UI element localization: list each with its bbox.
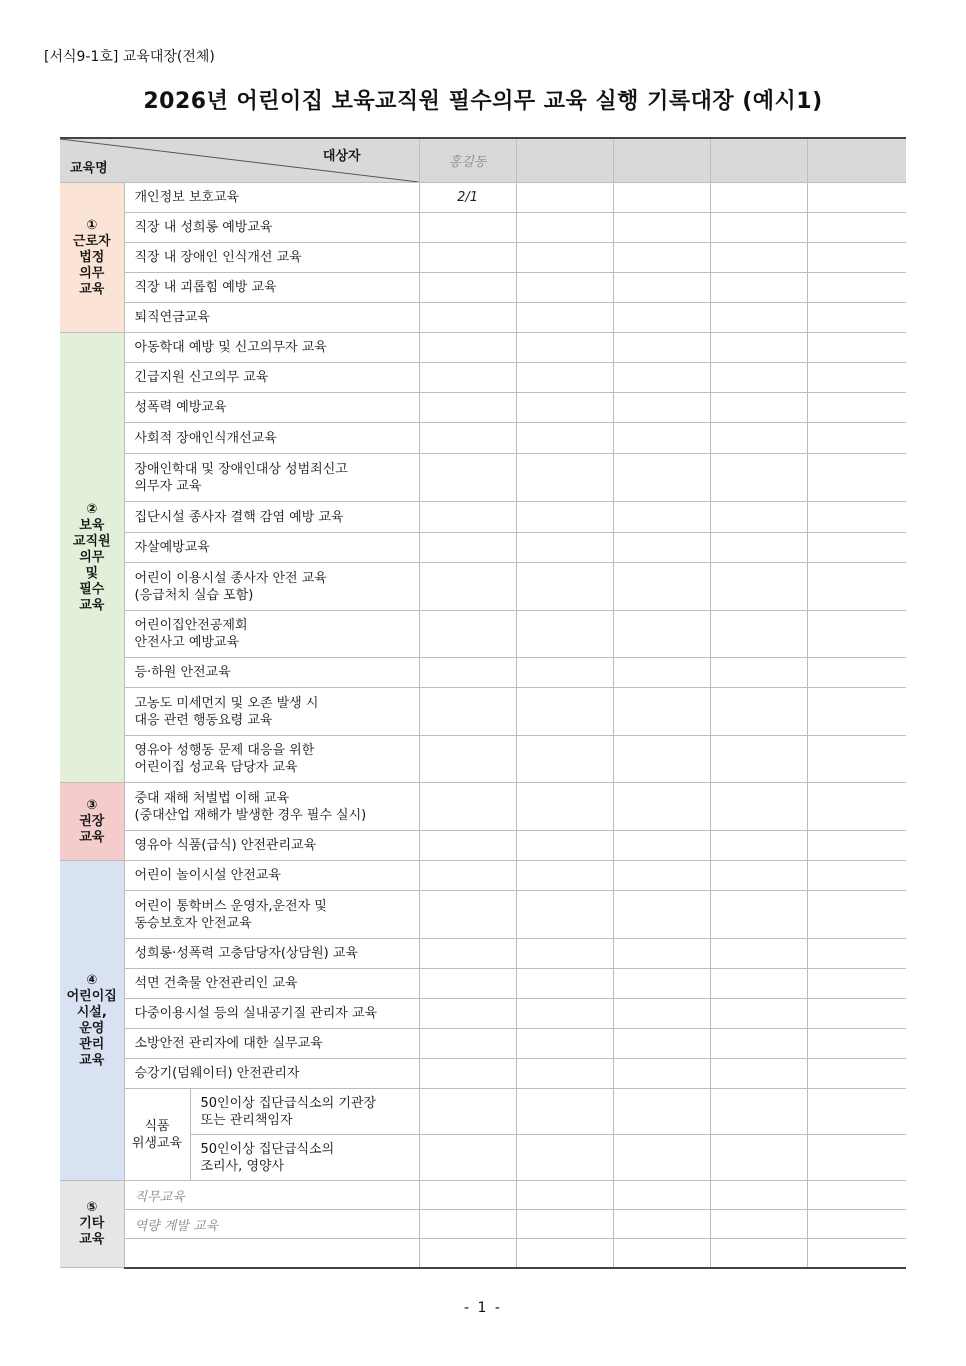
record-cell[interactable] bbox=[516, 891, 613, 939]
category-cell bbox=[60, 183, 124, 333]
record-cell[interactable] bbox=[807, 333, 906, 363]
record-cell[interactable] bbox=[419, 969, 516, 999]
table-row bbox=[60, 783, 906, 831]
record-cell[interactable] bbox=[807, 303, 906, 333]
table-row bbox=[60, 213, 906, 243]
record-cell[interactable] bbox=[516, 502, 613, 533]
record-cell[interactable] bbox=[419, 1239, 516, 1268]
record-cell[interactable] bbox=[807, 611, 906, 658]
record-cell[interactable] bbox=[710, 1089, 807, 1135]
record-cell[interactable] bbox=[807, 783, 906, 831]
record-cell[interactable]: 2/1 bbox=[419, 183, 516, 213]
record-cell[interactable] bbox=[613, 969, 710, 999]
record-cell[interactable] bbox=[807, 688, 906, 736]
other-education-item[interactable] bbox=[124, 1239, 419, 1268]
record-cell[interactable] bbox=[516, 1089, 613, 1135]
record-cell[interactable] bbox=[516, 1239, 613, 1268]
category-cell bbox=[60, 783, 124, 861]
table-row bbox=[60, 831, 906, 861]
table-row bbox=[60, 1059, 906, 1089]
record-cell[interactable] bbox=[419, 611, 516, 658]
record-cell[interactable] bbox=[419, 303, 516, 333]
record-cell[interactable] bbox=[807, 1029, 906, 1059]
record-cell[interactable] bbox=[419, 213, 516, 243]
education-item: 어린이 놀이시설 안전교육 bbox=[124, 861, 419, 891]
education-item: 등·하원 안전교육 bbox=[124, 658, 419, 688]
table-row bbox=[60, 1089, 906, 1135]
record-cell[interactable] bbox=[516, 999, 613, 1029]
category-label: 어린이집 bbox=[66, 988, 117, 1004]
record-cell[interactable] bbox=[516, 333, 613, 363]
record-cell[interactable] bbox=[807, 363, 906, 393]
record-cell[interactable] bbox=[613, 243, 710, 273]
record-cell[interactable] bbox=[710, 1029, 807, 1059]
education-item: 영유아 성행동 문제 대응을 위한 어린이집 성교육 담당자 교육 bbox=[124, 736, 419, 783]
record-cell[interactable] bbox=[613, 303, 710, 333]
record-cell[interactable] bbox=[419, 454, 516, 502]
record-cell[interactable] bbox=[516, 1059, 613, 1089]
record-cell[interactable] bbox=[710, 502, 807, 533]
table-row bbox=[60, 658, 906, 688]
record-cell[interactable] bbox=[710, 363, 807, 393]
record-cell[interactable] bbox=[807, 454, 906, 502]
record-cell[interactable] bbox=[419, 563, 516, 611]
record-cell[interactable] bbox=[807, 658, 906, 688]
table-row bbox=[60, 1029, 906, 1059]
record-cell[interactable] bbox=[710, 783, 807, 831]
record-cell[interactable] bbox=[516, 783, 613, 831]
record-cell[interactable] bbox=[613, 454, 710, 502]
record-cell[interactable] bbox=[419, 891, 516, 939]
table-row bbox=[60, 393, 906, 423]
record-cell[interactable] bbox=[710, 1059, 807, 1089]
record-cell[interactable] bbox=[710, 891, 807, 939]
record-cell[interactable] bbox=[419, 939, 516, 969]
record-cell[interactable] bbox=[710, 243, 807, 273]
category-label: 시설, bbox=[76, 1004, 107, 1020]
record-cell[interactable] bbox=[807, 273, 906, 303]
record-cell[interactable] bbox=[516, 831, 613, 861]
table-row bbox=[60, 303, 906, 333]
category-label: ④ bbox=[86, 972, 98, 988]
record-cell[interactable] bbox=[516, 1029, 613, 1059]
education-item: 직장 내 괴롭힘 예방 교육 bbox=[124, 273, 419, 303]
table-row bbox=[60, 688, 906, 736]
other-education-item[interactable]: 역량 계발 교육 bbox=[124, 1210, 419, 1239]
table-row bbox=[60, 939, 906, 969]
record-cell[interactable] bbox=[710, 563, 807, 611]
record-cell[interactable] bbox=[613, 1029, 710, 1059]
diagonal-header-cell bbox=[60, 138, 419, 183]
table-row bbox=[60, 273, 906, 303]
record-cell[interactable] bbox=[710, 1181, 807, 1210]
record-cell[interactable] bbox=[613, 533, 710, 563]
record-cell[interactable] bbox=[516, 861, 613, 891]
record-cell[interactable] bbox=[613, 1059, 710, 1089]
category-label: ⑤ bbox=[86, 1200, 98, 1215]
record-cell[interactable] bbox=[710, 1210, 807, 1239]
education-item: 소방안전 관리자에 대한 실무교육 bbox=[124, 1029, 419, 1059]
category-label: 교직원 bbox=[72, 533, 111, 549]
category-label: 및 bbox=[85, 565, 99, 581]
record-cell[interactable] bbox=[613, 1239, 710, 1268]
table-row bbox=[60, 454, 906, 502]
education-item: 승강기(덤웨이터) 안전관리자 bbox=[124, 1059, 419, 1089]
education-item: 어린이집안전공제회 안전사고 예방교육 bbox=[124, 611, 419, 658]
food-hygiene-item: 50인이상 집단급식소의 조리사, 영양사 bbox=[190, 1135, 419, 1181]
record-cell[interactable] bbox=[419, 1059, 516, 1089]
record-cell[interactable] bbox=[419, 1135, 516, 1181]
record-cell[interactable] bbox=[516, 1210, 613, 1239]
record-cell[interactable] bbox=[419, 363, 516, 393]
table-row bbox=[60, 861, 906, 891]
blank-column-header[interactable] bbox=[807, 138, 906, 183]
record-cell[interactable] bbox=[516, 533, 613, 563]
record-cell[interactable] bbox=[710, 611, 807, 658]
category-label: ③ bbox=[86, 797, 98, 813]
record-cell[interactable] bbox=[613, 939, 710, 969]
record-cell[interactable] bbox=[516, 454, 613, 502]
record-cell[interactable] bbox=[807, 533, 906, 563]
category-cell bbox=[60, 861, 124, 1181]
record-cell[interactable] bbox=[613, 502, 710, 533]
record-cell[interactable] bbox=[516, 303, 613, 333]
table-row bbox=[60, 533, 906, 563]
education-item: 어린이 통학버스 운영자,운전자 및 동승보호자 안전교육 bbox=[124, 891, 419, 939]
education-item: 어린이 이용시설 종사자 안전 교육 (응급처치 실습 포함) bbox=[124, 563, 419, 611]
record-cell[interactable] bbox=[419, 1089, 516, 1135]
record-cell[interactable] bbox=[807, 1059, 906, 1089]
record-cell[interactable] bbox=[419, 1181, 516, 1210]
record-cell[interactable] bbox=[710, 658, 807, 688]
category-label: 교육 bbox=[79, 1052, 105, 1068]
education-item: 성희롱·성폭력 고충담당자(상담원) 교육 bbox=[124, 939, 419, 969]
blank-column-header[interactable] bbox=[710, 138, 807, 183]
category-label: 교육 bbox=[79, 597, 105, 613]
form-label: [서식9-1호] 교육대장(전체) bbox=[44, 49, 215, 65]
record-cell[interactable] bbox=[613, 333, 710, 363]
table-row bbox=[60, 736, 906, 783]
record-cell[interactable] bbox=[419, 688, 516, 736]
table-row bbox=[60, 611, 906, 658]
record-cell[interactable] bbox=[613, 688, 710, 736]
record-cell[interactable] bbox=[419, 423, 516, 454]
record-cell[interactable] bbox=[516, 969, 613, 999]
category-label: 기타 bbox=[79, 1216, 105, 1231]
record-cell[interactable] bbox=[710, 533, 807, 563]
record-cell[interactable] bbox=[516, 1181, 613, 1210]
education-item: 영유아 식품(급식) 안전관리교육 bbox=[124, 831, 419, 861]
record-cell[interactable] bbox=[419, 1029, 516, 1059]
record-cell[interactable] bbox=[613, 1089, 710, 1135]
record-cell[interactable] bbox=[807, 831, 906, 861]
person-column-header[interactable]: 홍길동 bbox=[419, 138, 516, 183]
record-cell[interactable] bbox=[807, 999, 906, 1029]
record-cell[interactable] bbox=[419, 502, 516, 533]
record-cell[interactable] bbox=[516, 688, 613, 736]
header-education-name-label: 교육명 bbox=[70, 161, 108, 176]
record-cell[interactable] bbox=[710, 213, 807, 243]
education-item: 아동학대 예방 및 신고의무자 교육 bbox=[124, 333, 419, 363]
record-cell[interactable] bbox=[807, 213, 906, 243]
record-cell[interactable] bbox=[516, 423, 613, 454]
record-cell[interactable] bbox=[613, 563, 710, 611]
record-cell[interactable] bbox=[613, 999, 710, 1029]
record-cell[interactable] bbox=[516, 273, 613, 303]
record-cell[interactable] bbox=[807, 183, 906, 213]
table-row bbox=[60, 1181, 906, 1210]
record-cell[interactable] bbox=[419, 273, 516, 303]
record-cell[interactable] bbox=[807, 423, 906, 454]
record-cell[interactable] bbox=[516, 736, 613, 783]
category-label: 권장 bbox=[79, 813, 105, 829]
record-cell[interactable] bbox=[710, 831, 807, 861]
record-cell[interactable] bbox=[613, 1135, 710, 1181]
record-cell[interactable] bbox=[419, 783, 516, 831]
education-item: 자살예방교육 bbox=[124, 533, 419, 563]
page-number: - 1 - bbox=[464, 1300, 502, 1316]
record-cell[interactable] bbox=[710, 688, 807, 736]
table-row bbox=[60, 563, 906, 611]
record-cell[interactable] bbox=[710, 393, 807, 423]
category-label: 근로자 bbox=[72, 233, 111, 249]
record-cell[interactable] bbox=[419, 533, 516, 563]
record-cell[interactable] bbox=[419, 736, 516, 783]
table-row bbox=[60, 423, 906, 454]
record-cell[interactable] bbox=[710, 1239, 807, 1268]
record-cell[interactable] bbox=[807, 861, 906, 891]
table-row bbox=[60, 243, 906, 273]
record-cell[interactable] bbox=[807, 1135, 906, 1181]
table-row bbox=[60, 183, 906, 213]
record-cell[interactable] bbox=[710, 861, 807, 891]
record-cell[interactable] bbox=[419, 999, 516, 1029]
record-cell[interactable] bbox=[516, 1135, 613, 1181]
record-cell[interactable] bbox=[613, 393, 710, 423]
education-item: 개인정보 보호교육 bbox=[124, 183, 419, 213]
table-row bbox=[60, 999, 906, 1029]
record-cell[interactable] bbox=[516, 363, 613, 393]
education-item: 성폭력 예방교육 bbox=[124, 393, 419, 423]
other-education-item[interactable]: 직무교육 bbox=[124, 1181, 419, 1210]
food-hygiene-item: 50인이상 집단급식소의 기관장 또는 관리책임자 bbox=[190, 1089, 419, 1135]
record-cell[interactable] bbox=[613, 891, 710, 939]
record-cell[interactable] bbox=[710, 969, 807, 999]
record-cell[interactable] bbox=[710, 1135, 807, 1181]
record-cell[interactable] bbox=[419, 658, 516, 688]
blank-column-header[interactable] bbox=[516, 138, 613, 183]
category-cell bbox=[60, 1181, 124, 1268]
record-cell[interactable] bbox=[613, 1210, 710, 1239]
record-cell[interactable] bbox=[613, 783, 710, 831]
record-cell[interactable] bbox=[419, 1210, 516, 1239]
category-label: 법정 bbox=[79, 249, 105, 265]
category-label: 필수 bbox=[79, 581, 105, 597]
education-item: 집단시설 종사자 결핵 감염 예방 교육 bbox=[124, 502, 419, 533]
record-cell[interactable] bbox=[613, 273, 710, 303]
record-cell[interactable] bbox=[710, 939, 807, 969]
table-row bbox=[60, 502, 906, 533]
record-cell[interactable] bbox=[807, 1239, 906, 1268]
education-item: 장애인학대 및 장애인대상 성범죄신고 의무자 교육 bbox=[124, 454, 419, 502]
header-target-label: 대상자 bbox=[322, 149, 361, 164]
record-cell[interactable] bbox=[419, 243, 516, 273]
education-ledger-table bbox=[60, 137, 906, 1269]
record-cell[interactable] bbox=[807, 939, 906, 969]
food-hygiene-label: 식품 위생교육 bbox=[124, 1089, 190, 1181]
table-row bbox=[60, 333, 906, 363]
record-cell[interactable] bbox=[807, 736, 906, 783]
diagonal-line bbox=[60, 139, 419, 182]
table-row bbox=[60, 1239, 906, 1268]
category-label: 보육 bbox=[79, 517, 105, 533]
education-item: 직장 내 장애인 인식개선 교육 bbox=[124, 243, 419, 273]
record-cell[interactable] bbox=[807, 502, 906, 533]
table-row bbox=[60, 363, 906, 393]
education-item: 다중이용시설 등의 실내공기질 관리자 교육 bbox=[124, 999, 419, 1029]
record-cell[interactable] bbox=[807, 1181, 906, 1210]
table-row bbox=[60, 1210, 906, 1239]
record-cell[interactable] bbox=[613, 1181, 710, 1210]
record-cell[interactable] bbox=[516, 213, 613, 243]
record-cell[interactable] bbox=[419, 333, 516, 363]
record-cell[interactable] bbox=[613, 363, 710, 393]
record-cell[interactable] bbox=[613, 183, 710, 213]
education-item: 직장 내 성희롱 예방교육 bbox=[124, 213, 419, 243]
category-label: ① bbox=[86, 217, 98, 233]
document-title: 2026년 어린이집 보육교직원 필수의무 교육 실행 기록대장 (예시1) bbox=[143, 89, 823, 114]
education-item: 퇴직연금교육 bbox=[124, 303, 419, 333]
record-cell[interactable] bbox=[516, 611, 613, 658]
record-cell[interactable] bbox=[613, 658, 710, 688]
table-header-row bbox=[60, 138, 906, 183]
record-cell[interactable] bbox=[807, 1210, 906, 1239]
record-cell[interactable] bbox=[516, 393, 613, 423]
education-item: 중대 재해 처벌법 이해 교육 (중대산업 재해가 발생한 경우 필수 실시) bbox=[124, 783, 419, 831]
education-item: 석면 건축물 안전관리인 교육 bbox=[124, 969, 419, 999]
record-cell[interactable] bbox=[613, 423, 710, 454]
category-label: 교육 bbox=[79, 829, 105, 845]
record-cell[interactable] bbox=[710, 183, 807, 213]
record-cell[interactable] bbox=[710, 303, 807, 333]
education-item: 고농도 미세먼지 및 오존 발생 시 대응 관련 행동요령 교육 bbox=[124, 688, 419, 736]
record-cell[interactable] bbox=[710, 423, 807, 454]
record-cell[interactable] bbox=[419, 861, 516, 891]
record-cell[interactable] bbox=[807, 969, 906, 999]
category-label: 운영 bbox=[79, 1020, 105, 1036]
education-item: 사회적 장애인식개선교육 bbox=[124, 423, 419, 454]
category-label: 교육 bbox=[79, 1232, 105, 1247]
category-cell bbox=[60, 333, 124, 783]
record-cell[interactable] bbox=[613, 611, 710, 658]
record-cell[interactable] bbox=[419, 831, 516, 861]
record-cell[interactable] bbox=[710, 454, 807, 502]
record-cell[interactable] bbox=[807, 393, 906, 423]
education-item: 긴급지원 신고의무 교육 bbox=[124, 363, 419, 393]
table-row bbox=[60, 969, 906, 999]
record-cell[interactable] bbox=[613, 213, 710, 243]
record-cell[interactable] bbox=[710, 333, 807, 363]
category-label: 의무 bbox=[79, 265, 105, 281]
record-cell[interactable] bbox=[710, 273, 807, 303]
record-cell[interactable] bbox=[516, 658, 613, 688]
category-label: ② bbox=[86, 501, 98, 517]
record-cell[interactable] bbox=[807, 1089, 906, 1135]
record-cell[interactable] bbox=[516, 939, 613, 969]
record-cell[interactable] bbox=[807, 563, 906, 611]
record-cell[interactable] bbox=[516, 183, 613, 213]
record-cell[interactable] bbox=[710, 999, 807, 1029]
record-cell[interactable] bbox=[710, 736, 807, 783]
record-cell[interactable] bbox=[613, 861, 710, 891]
record-cell[interactable] bbox=[613, 736, 710, 783]
category-label: 관리 bbox=[79, 1036, 105, 1052]
record-cell[interactable] bbox=[807, 891, 906, 939]
category-label: 의무 bbox=[79, 549, 105, 565]
record-cell[interactable] bbox=[613, 831, 710, 861]
category-label: 교육 bbox=[79, 281, 105, 297]
blank-column-header[interactable] bbox=[613, 138, 710, 183]
record-cell[interactable] bbox=[807, 243, 906, 273]
record-cell[interactable] bbox=[419, 393, 516, 423]
record-cell[interactable] bbox=[516, 563, 613, 611]
record-cell[interactable] bbox=[516, 243, 613, 273]
table-row bbox=[60, 891, 906, 939]
